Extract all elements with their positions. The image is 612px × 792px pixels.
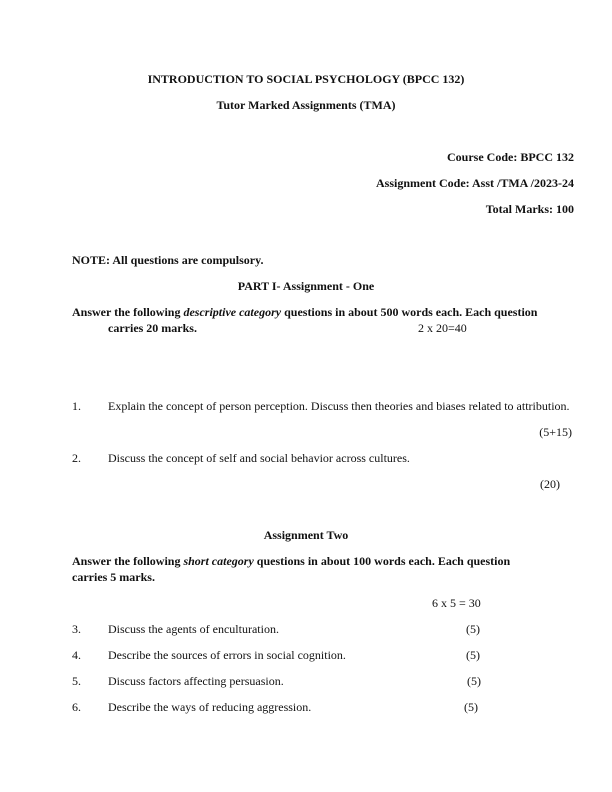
assignment-code: Assignment Code: Asst /TMA /2023-24 [375,176,574,190]
part2-instructions-emphasis: short category [183,554,254,568]
part1-instructions: Answer the following descriptive category questions in about 500 words each. Each question [72,305,538,319]
question-number: 1. [72,399,81,413]
document-subtitle: Tutor Marked Assignments (TMA) [216,98,396,112]
question-text: Discuss the agents of enculturation. [108,622,279,636]
question-number: 6. [72,700,81,714]
part2-instructions-line2: carries 5 marks. [72,570,155,584]
question-number: 2. [72,451,81,465]
part2-instructions: Answer the following short category questions in about 100 words each. Each question [72,554,511,568]
question-marks: (5+15) [539,425,572,439]
question-marks: (5) [466,648,480,662]
part2-heading: Assignment Two [263,528,349,542]
question-number: 4. [72,648,81,662]
question-text: Discuss factors affecting persuasion. [108,674,284,688]
question-number: 3. [72,622,81,636]
question-text: Describe the ways of reducing aggression. [108,700,312,714]
question-marks: (20) [540,477,560,491]
part1-instructions-emphasis: descriptive category [183,305,282,319]
document-title: INTRODUCTION TO SOCIAL PSYCHOLOGY (BPCC 132) [147,72,465,86]
total-marks: Total Marks: 100 [485,202,574,216]
part1-instructions-line2: carries 20 marks. [108,321,197,335]
question-text: Discuss the concept of self and social behavior across cultures. [108,451,410,465]
part1-heading: PART I- Assignment - One [237,279,375,293]
question-text: Explain the concept of person perception. Discuss then theories and biases related to attribution. [108,399,570,413]
part1-marks-formula: 2 x 20=40 [418,321,467,335]
question-marks: (5) [466,622,480,636]
question-marks: (5) [464,700,478,714]
question-text: Describe the sources of errors in social cognition. [108,648,346,662]
question-number: 5. [72,674,81,688]
part2-marks-formula: 6 x 5 = 30 [432,596,481,610]
question-marks: (5) [467,674,481,688]
note: NOTE: All questions are compulsory. [72,253,264,267]
course-code: Course Code: BPCC 132 [447,150,574,164]
